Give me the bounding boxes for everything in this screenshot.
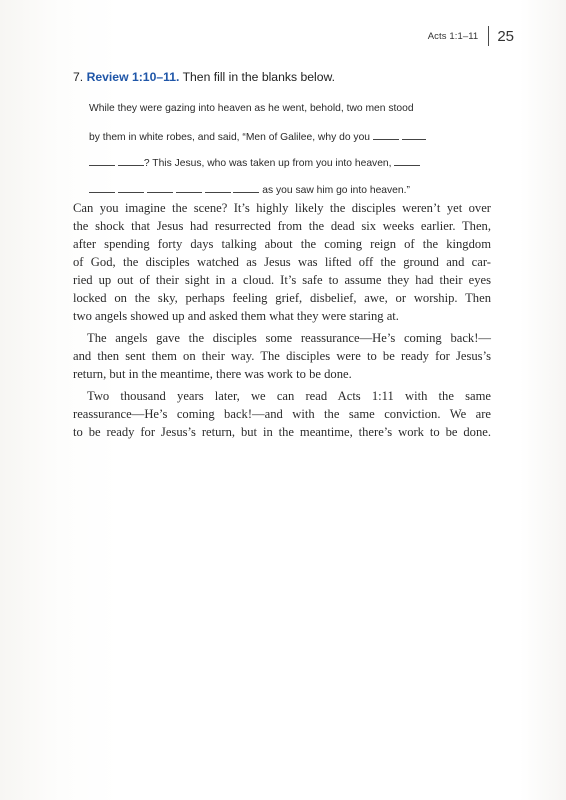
text-line: ried up out of their sight in a cloud. It’s safe to assume they had their eyes (73, 273, 491, 287)
question-number: 7. (73, 70, 84, 84)
fill-line-1 (89, 103, 479, 130)
fill-text-1: While they were gazing into heaven as he went, behold, two men stood (89, 103, 414, 114)
blank-8[interactable] (147, 183, 173, 193)
fill-text-2: by them in white robes, and said, “Men of Galilee, why do you (89, 131, 371, 143)
text-line: of God, the disciples watched as Jesus was lifted off the ground and car- (73, 255, 491, 269)
blank-5[interactable] (394, 156, 420, 166)
running-head-divider (488, 26, 489, 46)
fill-line-3 (89, 156, 479, 183)
question-7 (73, 70, 335, 84)
page-number: 25 (497, 27, 514, 45)
text-line: The angels gave the disciples some reassurance—He’s coming back!— (87, 331, 491, 345)
text-line: to be ready for Jesus’s return, but in the meantime, there’s work to be done. (73, 425, 491, 439)
fill-text-4: as you saw him go into heaven.” (262, 184, 410, 196)
running-head (428, 26, 514, 46)
blank-7[interactable] (118, 183, 144, 193)
blank-6[interactable] (89, 183, 115, 193)
blank-10[interactable] (205, 183, 231, 193)
paragraph-1 (73, 199, 491, 325)
text-line: after spending forty days talking about the coming reign of the kingdom (73, 237, 491, 251)
fill-in-passage (89, 103, 479, 209)
body-text (73, 199, 491, 445)
text-line: Can you imagine the scene? It’s highly likely the disciples weren’t yet over (73, 201, 491, 215)
paragraph-3 (73, 387, 491, 441)
blank-2[interactable] (402, 130, 426, 140)
text-line: return, but in the meantime, there was work to be done. (73, 367, 352, 381)
text-line: Two thousand years later, we can read Acts 1:11 with the same (87, 389, 491, 403)
running-head-title: Acts 1:1–11 (427, 30, 479, 42)
blank-4[interactable] (118, 156, 144, 166)
fill-text-3: ? This Jesus, who was taken up from you into heaven, (143, 158, 392, 169)
blank-3[interactable] (89, 156, 115, 166)
text-line: locked on the sky, perhaps feeling grief, disbelief, awe, or worship. Then (73, 291, 491, 305)
question-instruction: Then fill in the blanks below. (182, 70, 335, 84)
blank-9[interactable] (176, 183, 202, 193)
question-reference: Review 1:10–11. (86, 70, 180, 84)
paragraph-2 (73, 329, 491, 383)
text-line: and then sent them on their way. The disciples were to be ready for Jesus’s (73, 349, 491, 363)
fill-line-2 (89, 130, 479, 157)
text-line: reassurance—He’s coming back!—and with the same conviction. We are (73, 407, 491, 421)
text-line: the shock that Jesus had resurrected from the dead six weeks earlier. Then, (73, 219, 491, 233)
blank-11[interactable] (233, 183, 259, 193)
blank-1[interactable] (373, 130, 399, 140)
text-line: two angels showed up and asked them what they were staring at. (73, 309, 399, 323)
